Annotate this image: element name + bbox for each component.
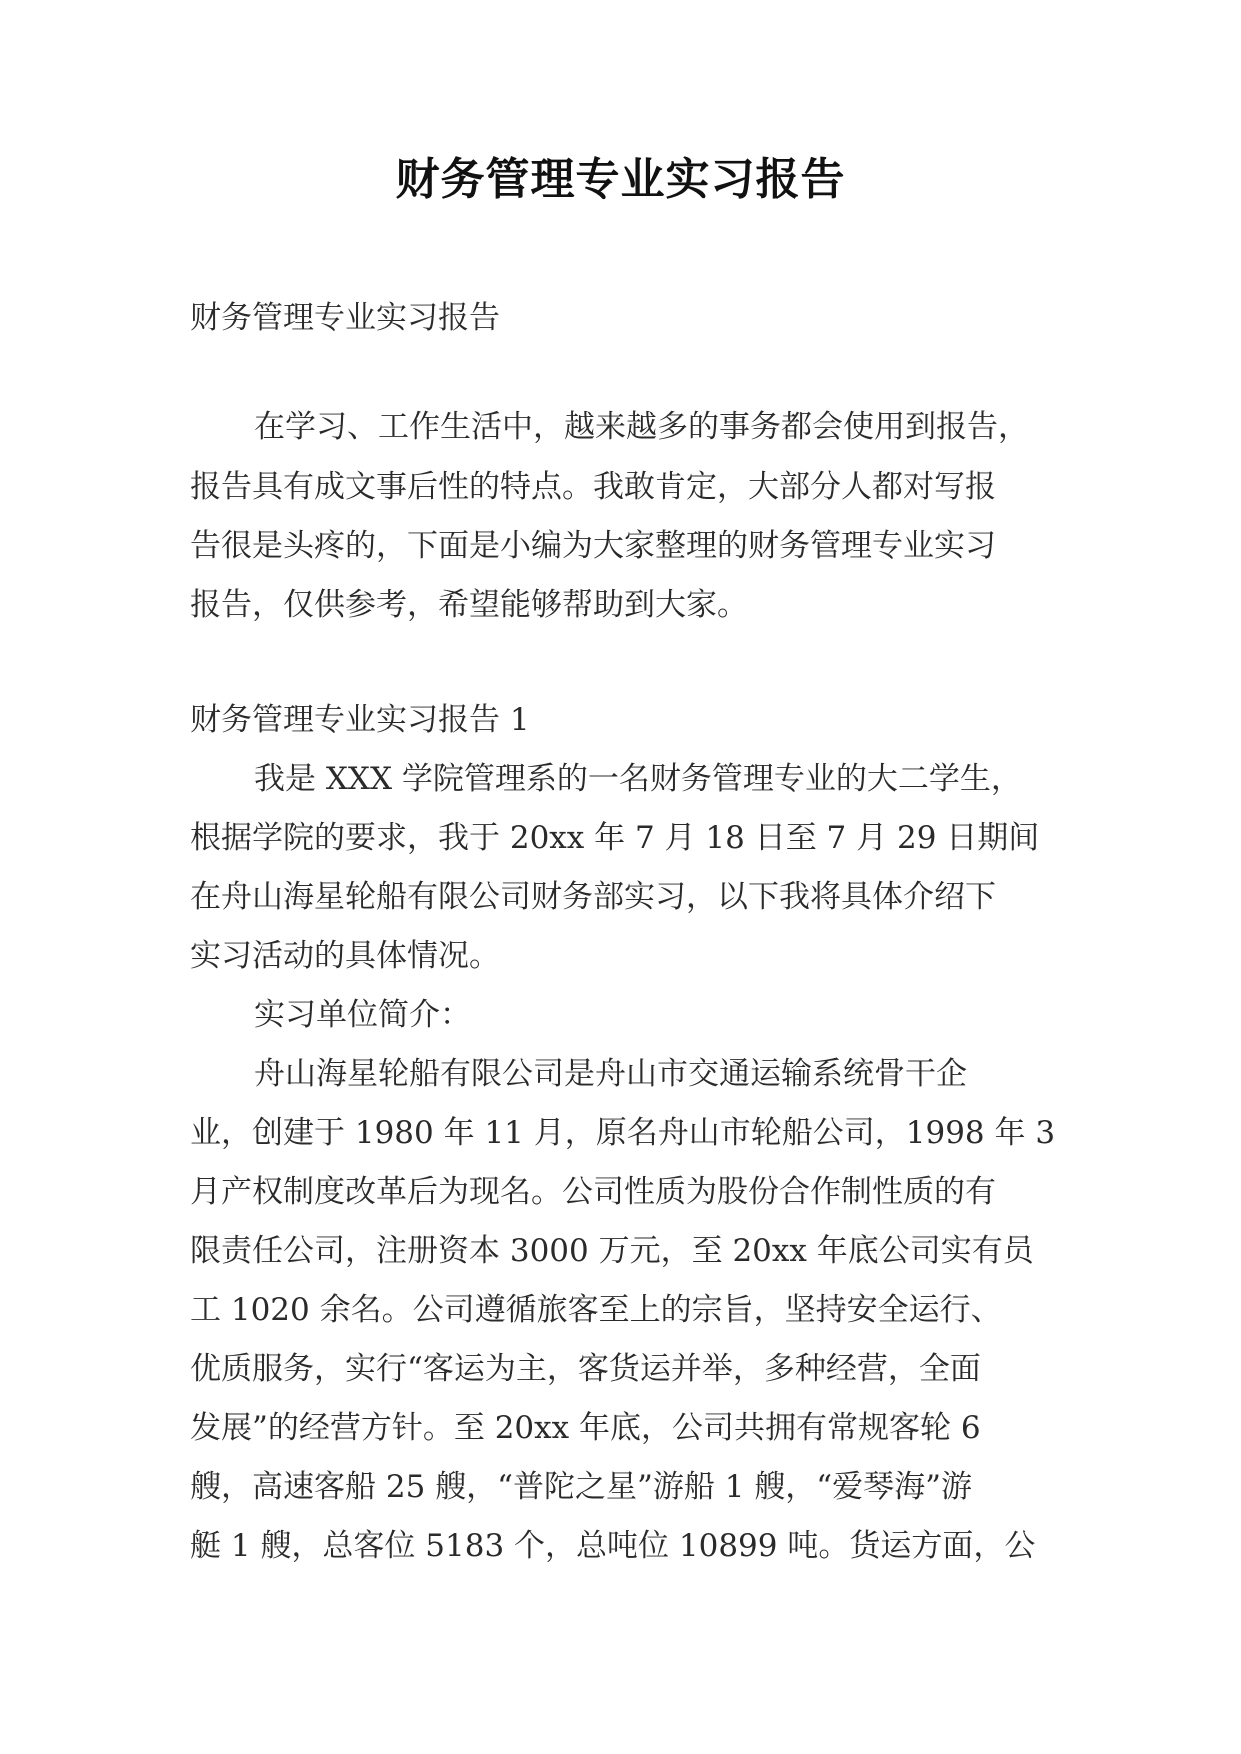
section-heading: 财务管理专业实习报告 1: [190, 702, 530, 738]
paragraph-line: 实习活动的具体情况。: [190, 938, 500, 974]
intro-line: 报告具有成文事后性的特点。我敢肯定，大部分人都对写报: [190, 469, 996, 505]
paragraph-line: 月产权制度改革后为现名。公司性质为股份合作制性质的有: [190, 1174, 996, 1210]
document-subtitle: 财务管理专业实习报告: [190, 300, 500, 336]
paragraph-line: 我是 XXX 学院管理系的一名财务管理专业的大二学生，: [254, 761, 1022, 797]
paragraph-line: 工 1020 余名。公司遵循旅客至上的宗旨，坚持安全运行、: [190, 1292, 1002, 1328]
intro-line: 告很是头疼的，下面是小编为大家整理的财务管理专业实习: [190, 528, 996, 564]
paragraph-line: 业，创建于 1980 年 11 月，原名舟山市轮船公司，1998 年 3: [190, 1115, 1056, 1151]
paragraph-line: 在舟山海星轮船有限公司财务部实习，以下我将具体介绍下: [190, 879, 996, 915]
paragraph-line: 发展”的经营方针。至 20xx 年底，公司共拥有常规客轮 6: [190, 1410, 981, 1446]
document-title: 财务管理专业实习报告: [395, 154, 846, 205]
paragraph-line: 优质服务，实行“客运为主，客货运并举，多种经营，全面: [190, 1351, 981, 1387]
paragraph-line: 限责任公司，注册资本 3000 万元，至 20xx 年底公司实有员: [190, 1233, 1034, 1269]
intro-line: 在学习、工作生活中，越来越多的事务都会使用到报告，: [254, 409, 1029, 445]
paragraph-line: 实习单位简介：: [254, 997, 471, 1033]
paragraph-line: 艇 1 艘，总客位 5183 个，总吨位 10899 吨。货运方面，公: [190, 1528, 1036, 1564]
paragraph-line: 艘，高速客船 25 艘，“普陀之星”游船 1 艘，“爱琴海”游: [190, 1469, 972, 1505]
paragraph-line: 根据学院的要求，我于 20xx 年 7 月 18 日至 7 月 29 日期间: [190, 820, 1040, 856]
paragraph-line: 舟山海星轮船有限公司是舟山市交通运输系统骨干企: [254, 1056, 967, 1092]
intro-line: 报告，仅供参考，希望能够帮助到大家。: [190, 587, 748, 623]
